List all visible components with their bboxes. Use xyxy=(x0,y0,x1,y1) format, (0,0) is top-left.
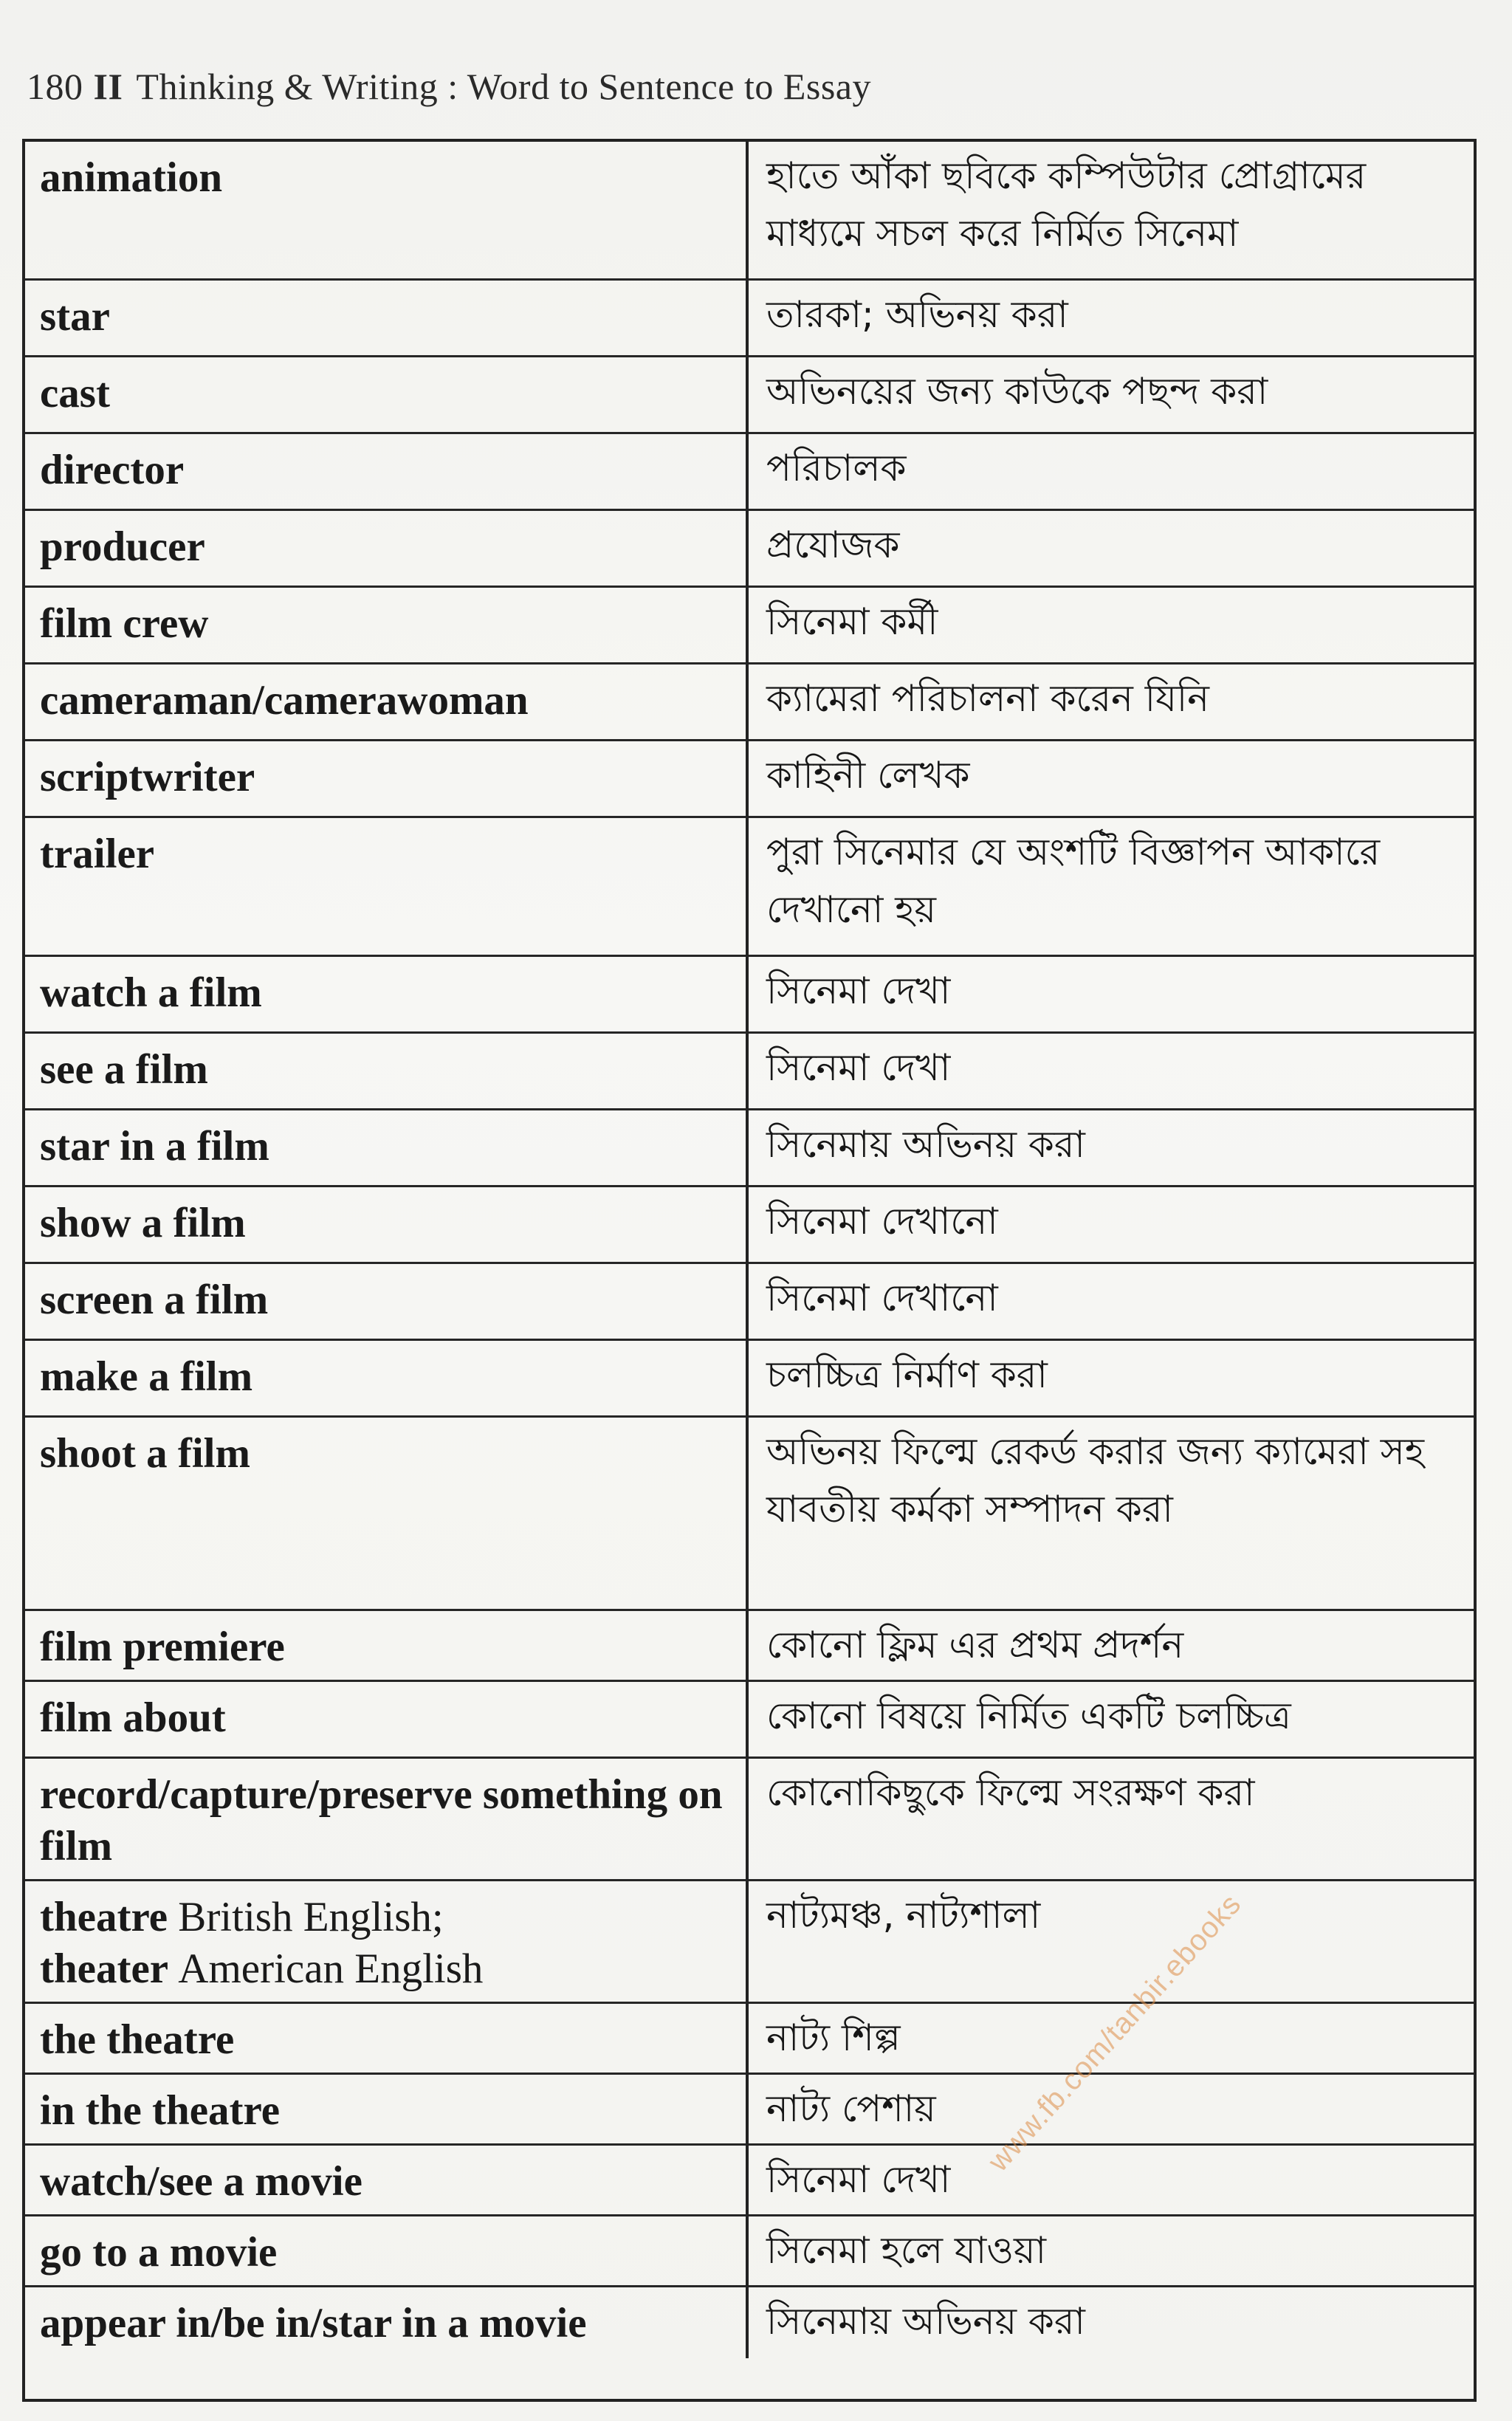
meaning-cell: পরিচালক xyxy=(749,434,1474,511)
page-number: 180 xyxy=(27,66,83,107)
term-cell: producer xyxy=(25,511,749,588)
meaning-cell: সিনেমায় অভিনয় করা xyxy=(749,1110,1474,1187)
meaning-cell: নাট্য পেশায় xyxy=(749,2075,1474,2146)
term-cell: cast xyxy=(25,357,749,434)
vocabulary-table xyxy=(22,139,1477,2402)
meaning-cell: সিনেমা হলে যাওয়া xyxy=(749,2216,1474,2287)
meaning-cell: তারকা; অভিনয় করা xyxy=(749,281,1474,357)
meaning-cell: কোনো বিষয়ে নির্মিত একটি চলচ্চিত্র xyxy=(749,1682,1474,1759)
term-cell: watch/see a movie xyxy=(25,2146,749,2216)
term-cell: director xyxy=(25,434,749,511)
meaning-cell: সিনেমায় অভিনয় করা xyxy=(766,2300,1085,2343)
meaning-cell: অভিনয়ের জন্য কাউকে পছন্দ করা xyxy=(749,357,1474,434)
meaning-cell: সিনেমা দেখা xyxy=(749,957,1474,1034)
term-cell: in the theatre xyxy=(25,2075,749,2146)
term-theatre-variety: British English; xyxy=(178,1894,444,1940)
term-cell: watch a film xyxy=(25,957,749,1034)
meaning-cell: কোনো ফ্লিম এর প্রথম প্রদর্শন xyxy=(749,1611,1474,1682)
term-cell: star xyxy=(25,281,749,357)
watermark-text: www.fb.com/tanbir.ebooks xyxy=(982,1887,1248,2178)
term-cell: go to a movie xyxy=(25,2216,749,2287)
meaning-cell: পুরা সিনেমার যে অংশটি বিজ্ঞাপন আকারে দেখানো হয় xyxy=(749,818,1474,957)
term-cell: screen a film xyxy=(25,1264,749,1341)
term-cell: film about xyxy=(25,1682,749,1759)
term-cell: film premiere xyxy=(25,1611,749,1682)
meaning-cell: হাতে আঁকা ছবিকে কম্পিউটার প্রোগ্রামের মাধ্যমে সচল করে নির্মিত সিনেমা xyxy=(749,142,1474,281)
term-cell: cameraman/camerawoman xyxy=(25,665,749,741)
term-cell: record/capture/preserve something on film xyxy=(25,1759,749,1881)
term-cell: show a film xyxy=(25,1187,749,1264)
term-cell: scriptwriter xyxy=(25,741,749,818)
term-theater: theater xyxy=(40,1945,168,1992)
term-cell: trailer xyxy=(25,818,749,957)
term-cell xyxy=(25,1881,749,2004)
meaning-cell: নাট্যমঞ্চ, নাট্যশালা xyxy=(749,1881,1474,2004)
book-title: Thinking & Writing : Word to Sentence to Essay xyxy=(136,66,871,107)
term-cell: the theatre xyxy=(25,2004,749,2075)
meaning-cell: সিনেমা কর্মী xyxy=(749,588,1474,665)
header-separator: II xyxy=(93,66,123,107)
term-cell: appear in/be in/star in a movie xyxy=(25,2287,749,2358)
meaning-cell: প্রযোজক xyxy=(749,511,1474,588)
meaning-cell: অভিনয় ফিল্মে রেকর্ড করার জন্য ক্যামেরা সহ যাবতীয় কর্মকা সম্পাদন করা xyxy=(749,1418,1474,1611)
term-cell: animation xyxy=(25,142,749,281)
term-cell: see a film xyxy=(25,1034,749,1110)
term-cell: star in a film xyxy=(25,1110,749,1187)
meaning-cell: নাট্য শিল্প xyxy=(749,2004,1474,2075)
term-theatre: theatre xyxy=(40,1894,168,1940)
meaning-cell: সিনেমা দেখা xyxy=(749,2146,1474,2216)
meaning-cell: ক্যামেরা পরিচালনা করেন যিনি xyxy=(749,665,1474,741)
term-cell: make a film xyxy=(25,1341,749,1418)
meaning-cell: কোনোকিছুকে ফিল্মে সংরক্ষণ করা xyxy=(749,1759,1474,1881)
meaning-cell: কাহিনী লেখক xyxy=(749,741,1474,818)
term-cell: film crew xyxy=(25,588,749,665)
meaning-cell: সিনেমা দেখানো xyxy=(749,1187,1474,1264)
meaning-cell: সিনেমা দেখানো xyxy=(749,1264,1474,1341)
meaning-cell: চলচ্চিত্র নির্মাণ করা xyxy=(749,1341,1474,1418)
term-cell: shoot a film xyxy=(25,1418,749,1611)
term-theater-variety: American English xyxy=(178,1945,484,1992)
running-head xyxy=(27,65,871,108)
meaning-cell: সিনেমা দেখা xyxy=(749,1034,1474,1110)
